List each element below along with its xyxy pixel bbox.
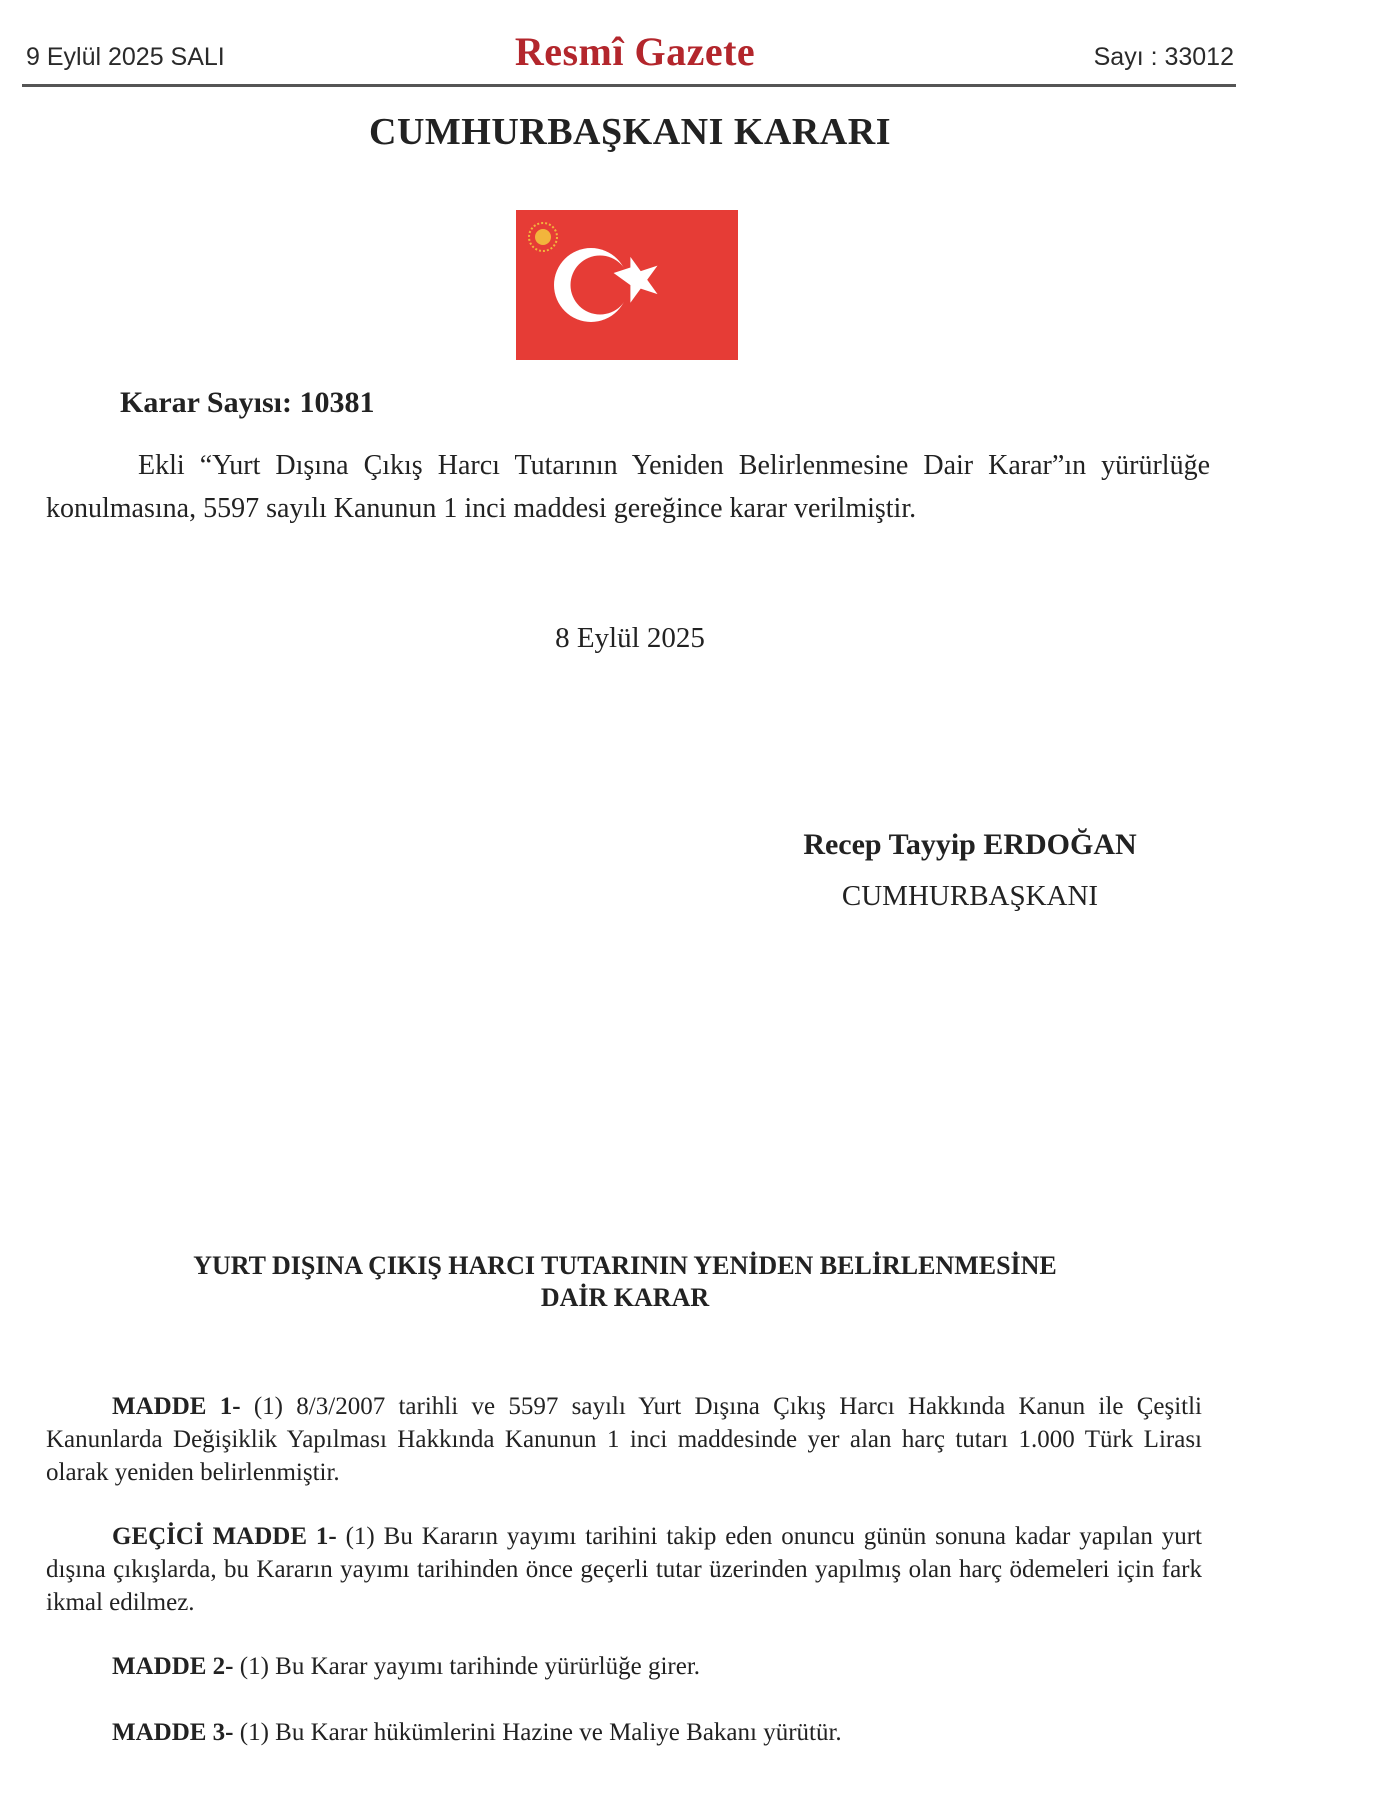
article-2: [46, 1650, 1202, 1683]
gazette-issue-number: Sayı : 33012: [1093, 43, 1234, 71]
decree-title: [120, 1250, 1130, 1314]
article-text: (1) Bu Kararın yayımı tarihini takip eden onuncu günün sonuna kadar yapılan yurt dışına çıkışlarda, bu Kararın yayımı tarihinden önce geçerli tutar üzerinden yapılmış olan harç ödemeleri için fark ikmal edilmez.: [46, 1523, 1203, 1616]
decision-date: 8 Eylül 2025: [555, 622, 705, 654]
decree-title-line-1: YURT DIŞINA ÇIKIŞ HARCI TUTARININ YENİDEN BELİRLENMESİNE: [193, 1251, 1057, 1280]
article-text: (1) 8/3/2007 tarihli ve 5597 sayılı Yurt Dışına Çıkış Harcı Hakkında Kanun ile Çeşitli Kanunlarda Değişiklik Yapılması Hakkında Kanunun 1 inci maddesinde yer alan harç tutarı 1.000 Türk Lirası olarak yeniden belirlenmiştir.: [46, 1393, 1202, 1486]
decision-number: Karar Sayısı: 10381: [120, 386, 375, 419]
article-label: MADDE 2-: [112, 1653, 234, 1680]
article-label: MADDE 1-: [112, 1393, 241, 1420]
article-label: GEÇİCİ MADDE 1-: [112, 1523, 337, 1550]
article-1: [46, 1390, 1202, 1489]
temporary-article-1: [46, 1520, 1202, 1619]
header-divider: [22, 84, 1236, 87]
intro-paragraph: Ekli “Yurt Dışına Çıkış Harcı Tutarının Yeniden Belirlenmesine Dair Karar”ın yürürlüğe konulmasına, 5597 sayılı Kanunun 1 inci maddesi gereğince karar verilmiştir.: [46, 450, 1210, 524]
signatory-name: Recep Tayyip ERDOĞAN: [803, 828, 1137, 861]
article-text: (1) Bu Karar hükümlerini Hazine ve Maliye Bakanı yürütür.: [239, 1719, 842, 1746]
turkish-flag-icon: [516, 210, 738, 360]
decree-title-line-2: DAİR KARAR: [540, 1283, 710, 1312]
article-3: [46, 1716, 1202, 1749]
document-title: CUMHURBAŞKANI KARARI: [369, 111, 891, 153]
gazette-title: Resmî Gazete: [514, 29, 756, 74]
article-text: (1) Bu Karar yayımı tarihinde yürürlüğe girer.: [239, 1653, 701, 1680]
article-label: MADDE 3-: [112, 1719, 234, 1746]
signatory-title: CUMHURBAŞKANI: [841, 880, 1099, 912]
gazette-date: 9 Eylül 2025 SALI: [26, 43, 225, 71]
